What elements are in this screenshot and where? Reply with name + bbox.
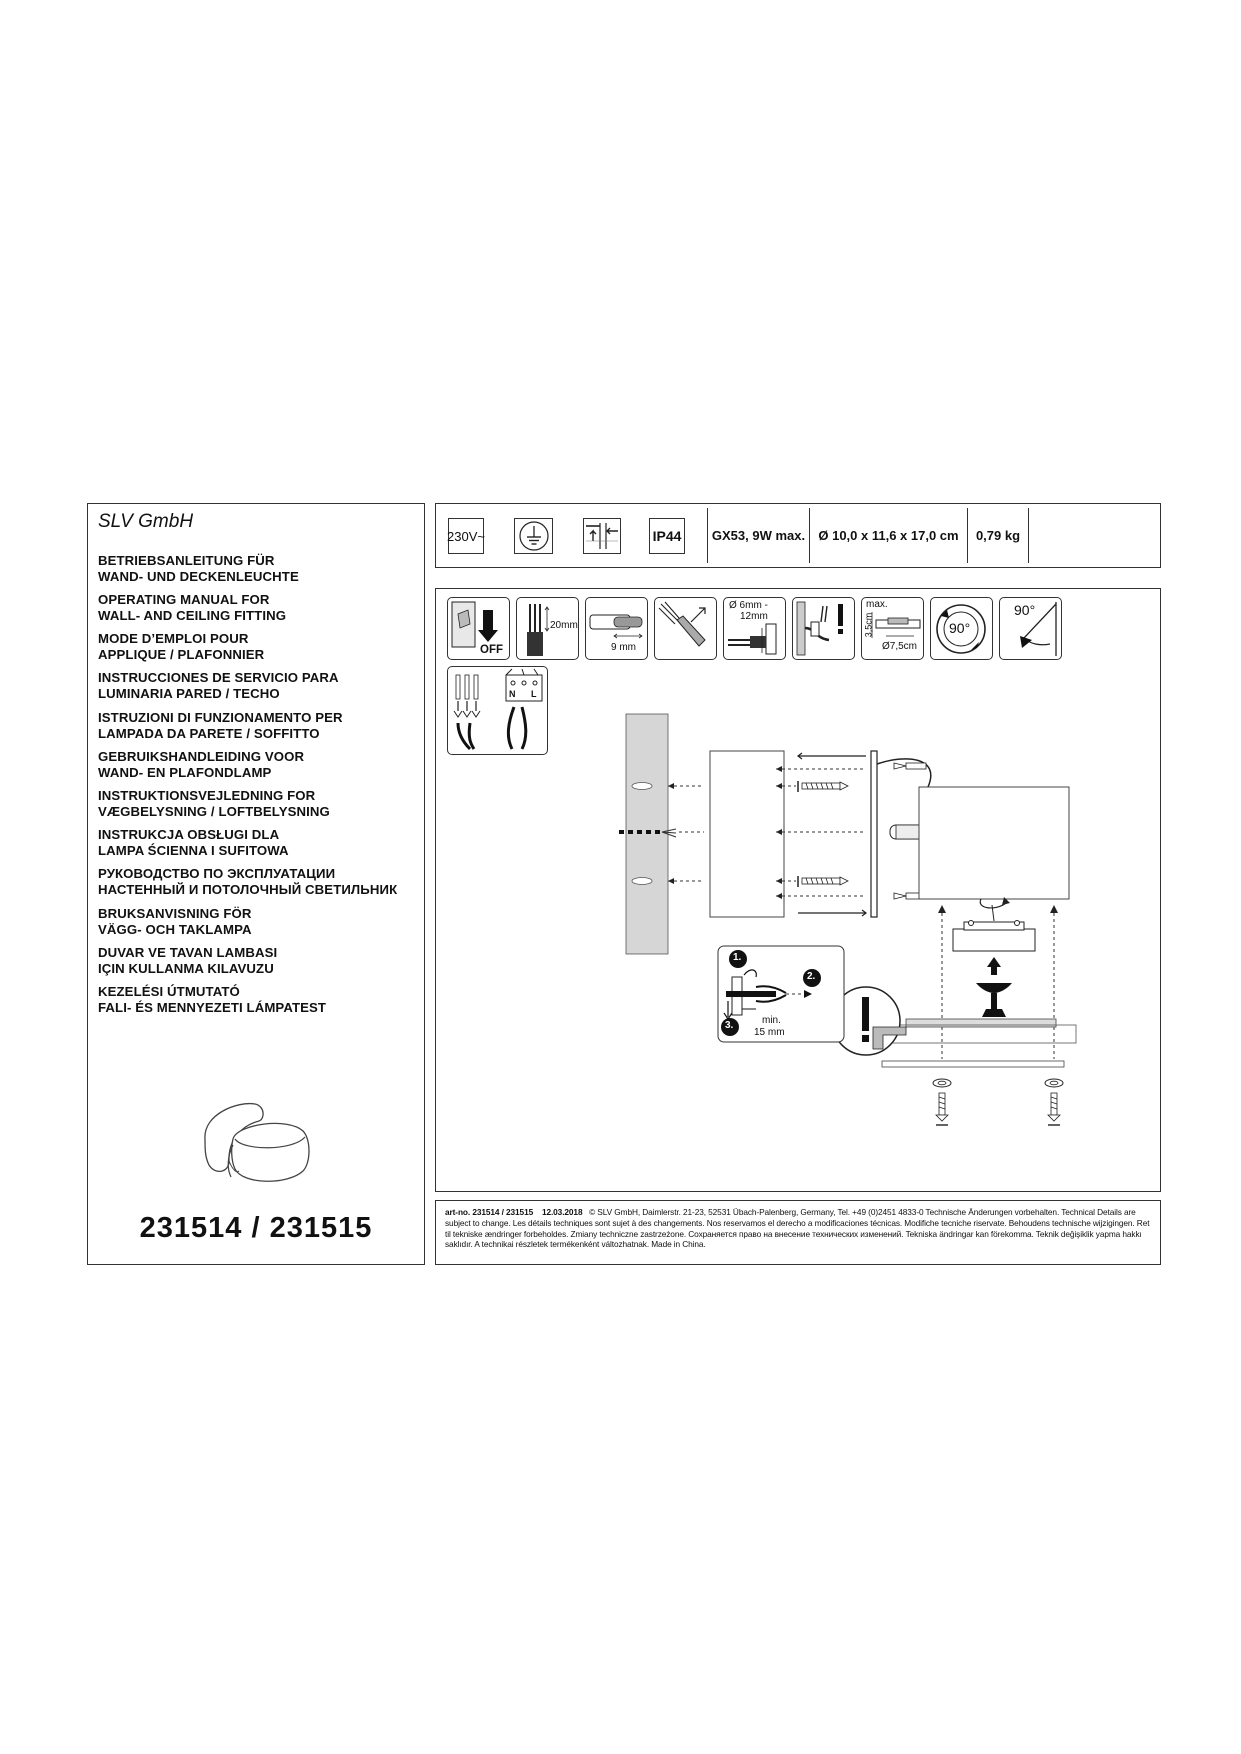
step-1-label: 1.	[733, 952, 742, 963]
earth-ground-icon	[517, 519, 551, 553]
spec-bar	[435, 503, 1161, 568]
terminal-n-label: N	[509, 689, 516, 699]
off-label: OFF	[480, 644, 503, 656]
title-sv: BRUKSANVISNING FÖR VÄGG- OCH TAKLAMPA	[98, 906, 252, 937]
ip-rating-box	[649, 518, 685, 554]
screw-top	[798, 781, 848, 792]
height-label: 3,5cm	[863, 612, 874, 638]
title-nl: GEBRUIKSHANDLEIDING VOOR WAND- EN PLAFONDLAMP	[98, 749, 305, 780]
installation-diagram-panel	[435, 588, 1161, 1192]
wall-distance-box	[583, 518, 621, 554]
footer-art-no: art-no. 231514 / 231515	[445, 1207, 534, 1217]
footer-date: 12.03.2018	[541, 1207, 583, 1217]
title-pl: INSTRUKCJA OBSŁUGI DLA LAMPA ŚCIENNA I SUFITOWA	[98, 827, 289, 858]
weight-spec: 0,79 kg	[975, 528, 1021, 543]
wall-distance-icon	[584, 519, 620, 553]
lamp-product-image	[193, 1099, 323, 1189]
footer-panel	[435, 1200, 1161, 1265]
company-name: SLV GmbH	[98, 511, 194, 532]
terminal-l-label: L	[531, 689, 537, 699]
title-es: INSTRUCCIONES DE SERVICIO PARA LUMINARIA PARED / TECHO	[98, 670, 339, 701]
title-panel	[87, 503, 425, 1265]
title-tr: DUVAR VE TAVAN LAMBASI IÇIN KULLANMA KILAVUZU	[98, 945, 278, 976]
diameter-label: Ø7,5cm	[882, 641, 918, 652]
voltage-box	[448, 518, 484, 554]
title-it: ISTRUZIONI DI FUNZIONAMENTO PER LAMPADA DA PARETE / SOFFITTO	[98, 710, 343, 741]
voltage-label: 230V~	[447, 528, 485, 544]
title-fr: MODE D’EMPLOI POUR APPLIQUE / PLAFONNIER	[98, 631, 265, 662]
cable-diameter-label: Ø 6mm -	[729, 600, 768, 611]
installation-drawing	[436, 589, 1160, 1189]
step-3-label: 3.	[725, 1020, 734, 1031]
title-de: BETRIEBSANLEITUNG FÜR WAND- UND DECKENLEUCHTE	[98, 553, 299, 584]
dimensions-spec: Ø 10,0 x 11,6 x 17,0 cm	[818, 528, 959, 543]
title-hu: KEZELÉSI ÚTMUTATÓ FALI- ÉS MENNYEZETI LÁMPATEST	[98, 984, 327, 1015]
min-distance-label: 15 mm	[754, 1027, 785, 1038]
protection-class-box	[514, 518, 553, 554]
spec-divider	[1028, 508, 1029, 563]
article-numbers: 231514 / 231515	[139, 1212, 373, 1244]
strip-9mm-label: 9 mm	[611, 642, 636, 653]
footer-legal: © SLV GmbH, Daimlerstr. 21-23, 52531 Übach-Palenberg, Germany, Tel. +49 (0)2451 4833-0 Technische Änderungen vorbehalten. Technical Details are subject to change. Les détails techniques sont sujet à des changements. Nos reservamos el derecho a modificaciones técnicas. Modifiche tecniche riservate. Behoudens technische wijzigingen. Ret til tekniske ændringer forbeholdes. Zmiany techniczne zastrzeżone. Сохраняется право на внесение технических изменений. Tekniska ändringar kan förekomma. Teknik değişiklik yapma hakkı saklıdır. A technikai részletek termékenként változhatnak. Made in China.	[445, 1207, 1150, 1250]
rotate-label: 90°	[949, 620, 971, 636]
screw-bottom	[798, 876, 848, 887]
strip-20mm-label: 20mm	[550, 620, 578, 631]
title-da: INSTRUKTIONSVEJLEDNING FOR VÆGBELYSNING / LOFTBELYSNING	[98, 788, 330, 819]
max-label: max.	[866, 599, 888, 610]
ip-rating-label: IP44	[652, 528, 682, 544]
step-2-label: 2.	[807, 971, 816, 982]
lamp-spec: GX53, 9W max.	[711, 528, 806, 543]
footer-text	[445, 1207, 1151, 1250]
min-label: min.	[762, 1015, 781, 1026]
title-ru: РУКОВОДСТВО ПО ЭКСПЛУАТАЦИИ НАСТЕННЫЙ И ПОТОЛОЧНЫЙ СВЕТИЛЬНИК	[98, 866, 398, 897]
title-en: OPERATING MANUAL FOR WALL- AND CEILING FITTING	[98, 592, 287, 623]
tilt-label: 90°	[1014, 602, 1036, 618]
cable-diameter-max-label: 12mm	[740, 611, 768, 622]
